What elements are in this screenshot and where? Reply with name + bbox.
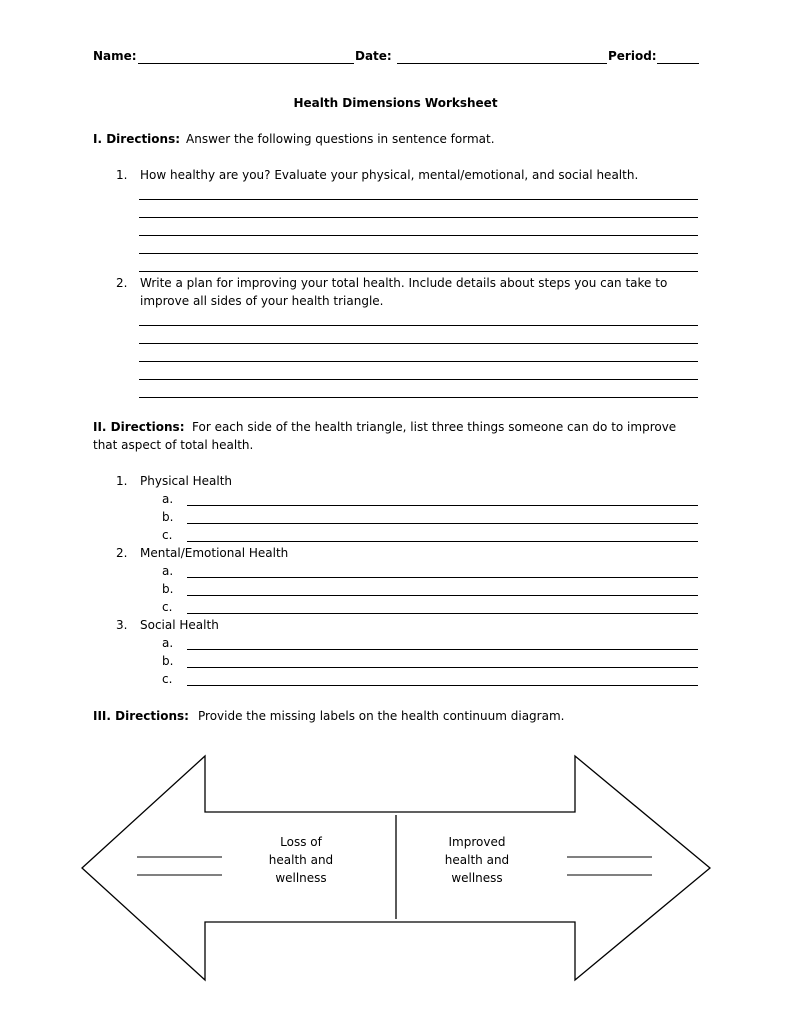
group1-title: Physical Health [140, 474, 233, 488]
label-line: Loss of [280, 835, 322, 849]
item-letter: a. [162, 636, 174, 650]
section1-heading: I. Directions: [93, 132, 181, 146]
item-letter: c. [162, 672, 173, 686]
item-letter: b. [162, 654, 174, 668]
diagram-left-label [246, 833, 356, 887]
question2-text-line2: improve all sides of your health triangle. [140, 294, 384, 308]
label-line: health and [268, 853, 334, 867]
section3-directions: Provide the missing labels on the health continuum diagram. [198, 709, 565, 723]
name-label: Name: [93, 49, 137, 63]
section3-heading: III. Directions: [93, 709, 189, 723]
date-label: Date: [355, 49, 392, 63]
item-letter: b. [162, 510, 174, 524]
item-letter: c. [162, 600, 173, 614]
group1-number: 1. [116, 474, 128, 488]
label-line: health and [444, 853, 510, 867]
group3-number: 3. [116, 618, 128, 632]
section2-directions-line1: For each side of the health triangle, list three things someone can do to improve [192, 420, 677, 434]
section2-heading: II. Directions: [93, 420, 185, 434]
label-line: wellness [451, 871, 503, 885]
item-letter: c. [162, 528, 173, 542]
section1-directions: Answer the following questions in sentence format. [186, 132, 495, 146]
group2-number: 2. [116, 546, 128, 560]
question2-number: 2. [116, 276, 128, 290]
group2-title: Mental/Emotional Health [140, 546, 289, 560]
item-letter: a. [162, 492, 174, 506]
group3-title: Social Health [140, 618, 219, 632]
question2-text-line1: Write a plan for improving your total health. Include details about steps you can take to [140, 276, 668, 290]
period-label: Period: [608, 49, 657, 63]
diagram-right-label [422, 833, 532, 887]
item-letter: b. [162, 582, 174, 596]
section2-directions-line2: that aspect of total health. [93, 438, 254, 452]
label-line: Improved [448, 835, 506, 849]
question1-number: 1. [116, 168, 128, 182]
question1-text: How healthy are you? Evaluate your physical, mental/emotional, and social health. [140, 168, 639, 182]
label-line: wellness [275, 871, 327, 885]
item-letter: a. [162, 564, 174, 578]
worksheet-title: Health Dimensions Worksheet [293, 96, 498, 110]
